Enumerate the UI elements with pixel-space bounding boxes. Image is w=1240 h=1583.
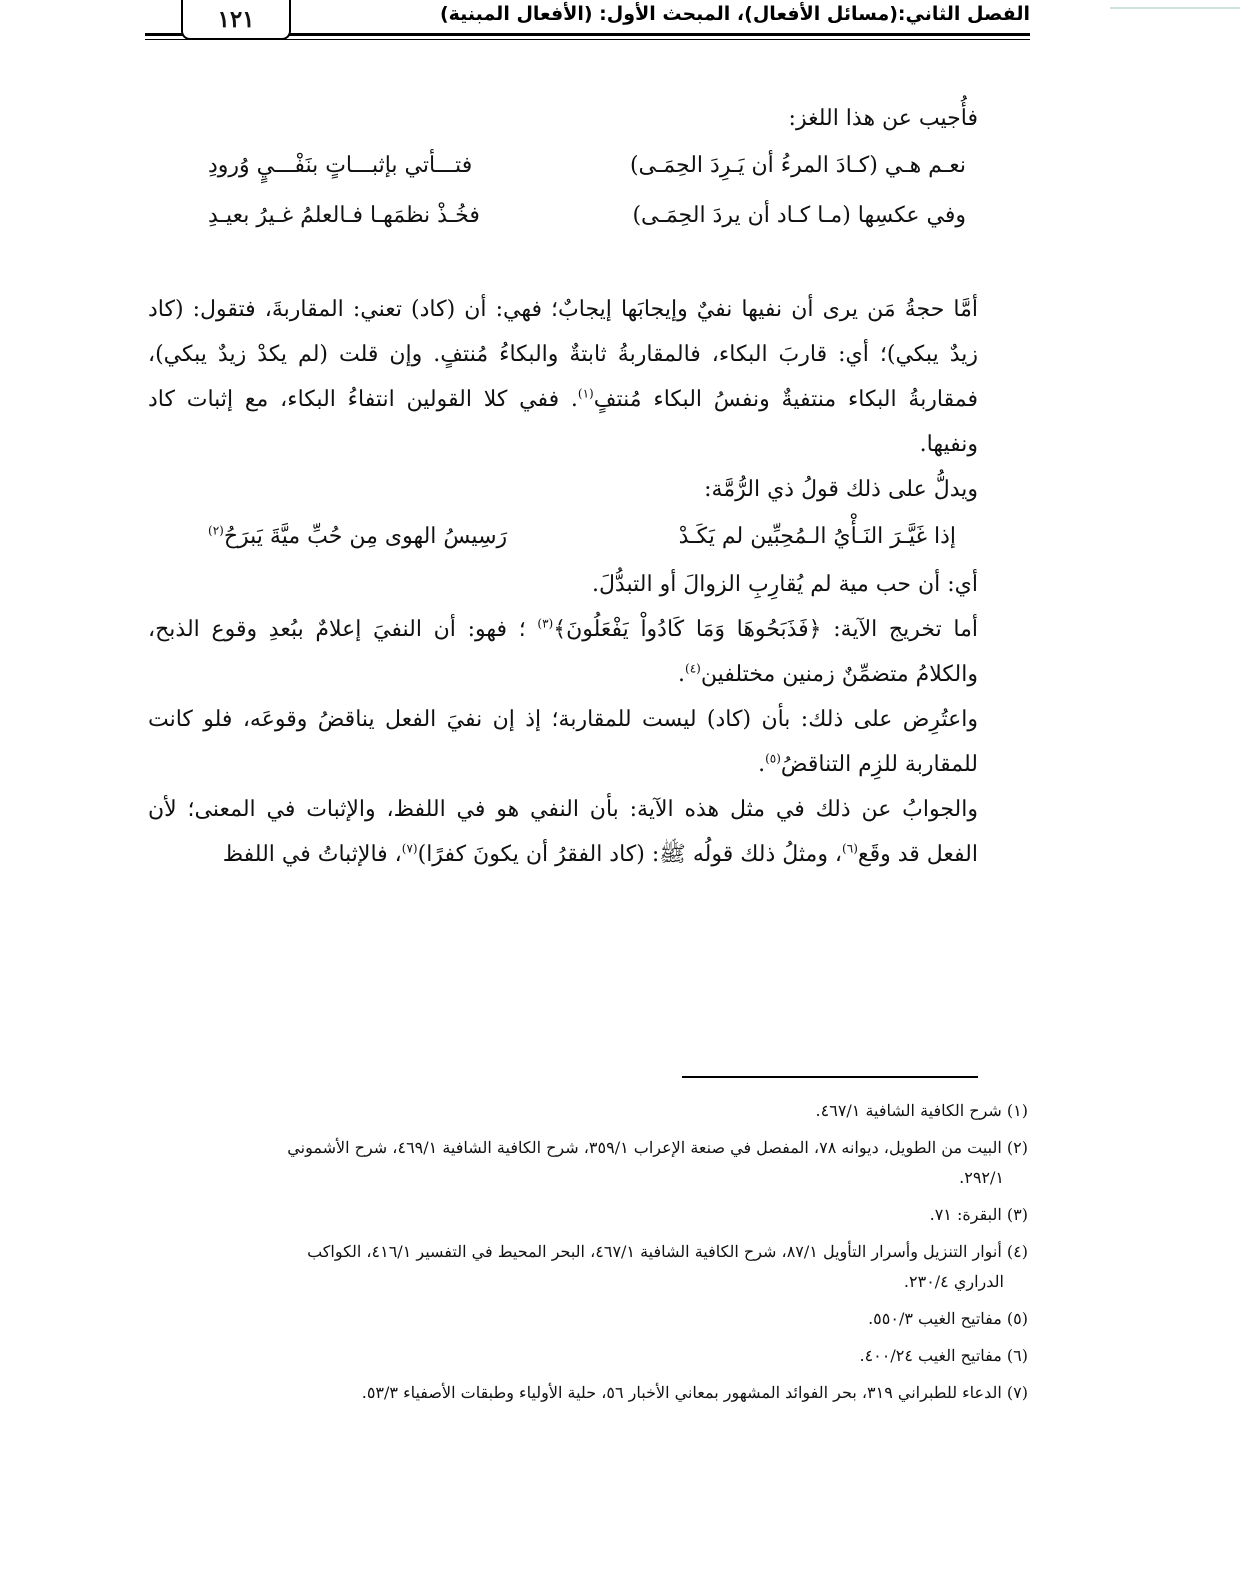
paragraph	[148, 697, 978, 787]
paragraph-text: ، فالإثباتُ في اللفظ	[222, 842, 402, 867]
footnote-continuation: ٢٩٢/١.	[959, 1168, 1004, 1187]
verse-right-hemistich: نعـم هـي (كـادَ المرءُ أن يَـرِدَ الحِمَـى)	[629, 153, 966, 178]
paragraph-text: أما تخريج الآية: ﴿فَذَبَحُوهَا وَمَا كَادُواْ يَفْعَلُونَ﴾	[553, 617, 978, 642]
verse-right-hemistich: وفي عكسِها (مـا كـاد أن يردَ الحِمَـى)	[632, 203, 966, 228]
verse-left-hemistich: فخُـذْ نظمَهـا فـالعلمُ غـيرُ بعيـدِ	[208, 203, 480, 228]
footnote-text: (٧) الدعاء للطبراني ٣١٩، بحر الفوائد المشهور بمعاني الأخبار ٥٦، حلية الأولياء وطبقات الأصفياء ٥٣/٣.	[361, 1383, 1028, 1402]
footnote-ref: (١)	[577, 386, 594, 401]
paragraph-text: أمَّا حجةُ مَن يرى أن نفيها نفيٌ وإيجابَها إيجابٌ؛ فهي: أن (كاد) تعني: المقاربةَ، فتقول: (كاد زيدٌ يبكي)؛ أي: قاربَ البكاء، فالمقاربةُ ثابتةٌ والبكاءُ مُنتفٍ. وإن قلت (لم يكدْ زيدٌ يبكي)، فمقاربةُ البكاء منتفيةٌ ونفسُ البكاء مُنتفٍ	[148, 297, 979, 412]
verse-line	[148, 191, 978, 241]
footnote-ref: (٥)	[765, 751, 781, 766]
header-title: الفصل الثاني:(مسائل الأفعال)، المبحث الأول: (الأفعال المبنية)	[439, 3, 1030, 25]
footnote	[148, 1133, 1028, 1193]
paragraph-text: . ففي كلا القولين انتفاءُ البكاء، مع إثبات كاد ونفيها.	[148, 387, 978, 457]
footnote	[148, 1341, 1028, 1371]
footnote	[148, 1096, 1028, 1126]
footnote	[148, 1304, 1028, 1334]
footnote-ref: (٦)	[842, 841, 858, 856]
paragraph: أي: أن حب مية لم يُقارِبِ الزوالَ أو التبدُّلَ.	[591, 572, 978, 597]
corner-mark	[1110, 0, 1240, 9]
footnote-ref: (٧)	[401, 841, 418, 856]
paragraph-text: والجوابُ عن ذلك في مثل هذه الآية: بأن النفي هو في اللفظ، والإثبات في المعنى؛ لأن الفعل قد وقَع	[148, 797, 978, 867]
footnote-ref: (٣)	[537, 616, 554, 631]
footnote	[148, 1237, 1028, 1297]
verse-left-text: رَسِيسُ الهوى مِن حُبِّ ميَّةَ يَبرَحُ	[223, 524, 508, 549]
verse-line	[148, 141, 978, 191]
main-text	[148, 96, 978, 877]
paragraph-text: ؛ فهو: أن النفيَ إعلامٌ ببُعدِ وقوع الذبح، والكلامُ متضمِّنٌ زمنين مختلفين	[148, 617, 978, 687]
footnote-text: (٢) البيت من الطويل، ديوانه ٧٨، المفصل في صنعة الإعراب ٣٥٩/١، شرح الكافية الشافية ٤٦٩/١، شرح الأشموني	[287, 1138, 1028, 1157]
page-number: ١٢١	[181, 0, 291, 40]
footnote-ref: (٢)	[208, 523, 224, 538]
footnote	[148, 1200, 1028, 1230]
footnote-text: (٣) البقرة: ٧١.	[929, 1205, 1028, 1224]
verse-line	[148, 512, 978, 562]
footnote	[148, 1378, 1028, 1408]
intro-line: فأُجيب عن هذا اللغز:	[788, 106, 978, 131]
footnote-text: (١) شرح الكافية الشافية ٤٦٧/١.	[815, 1101, 1028, 1120]
paragraph	[148, 287, 978, 467]
paragraph-text: .	[678, 662, 686, 687]
footnote-text: (٥) مفاتيح الغيب ٥٥٠/٣.	[868, 1309, 1028, 1328]
footnote-continuation: الدراري ٢٣٠/٤.	[903, 1272, 1004, 1291]
footnote-separator	[682, 1076, 978, 1078]
footnotes	[148, 1096, 1028, 1415]
verse-right-hemistich: إذا غَيَّـرَ النَـأْيُ الـمُحِبِّين لم يَكَـدْ	[678, 524, 956, 549]
paragraph-text: واعتُرِض على ذلك: بأن (كاد) ليست للمقاربة؛ إذ إن نفيَ الفعل يناقضُ وقوعَه، فلو كانت للمقاربة للزِم التناقضُ	[148, 707, 978, 777]
running-header	[145, 0, 1030, 46]
paragraph-text: .	[758, 752, 766, 777]
footnote-text: (٤) أنوار التنزيل وأسرار التأويل ٨٧/١، شرح الكافية الشافية ٤٦٧/١، البحر المحيط في التفسير ٤١٦/١، الكواكب	[307, 1242, 1028, 1261]
paragraph	[148, 787, 978, 877]
footnote-ref: (٤)	[685, 661, 701, 676]
paragraph	[148, 607, 978, 697]
paragraph: ويدلُّ على ذلك قولُ ذي الرُّمَّة:	[704, 477, 978, 502]
verse-left-hemistich: فتـــأتي بإثبـــاتٍ بنَفْـــيٍ وُرودِ	[208, 153, 473, 178]
paragraph-text: ، ومثلُ ذلك قولُه ﷺ: (كاد الفقرُ أن يكونَ كفرًا)	[417, 842, 843, 867]
spacer	[148, 241, 978, 287]
verse-left-hemistich	[208, 512, 507, 562]
footnote-text: (٦) مفاتيح الغيب ٤٠٠/٢٤.	[859, 1346, 1028, 1365]
